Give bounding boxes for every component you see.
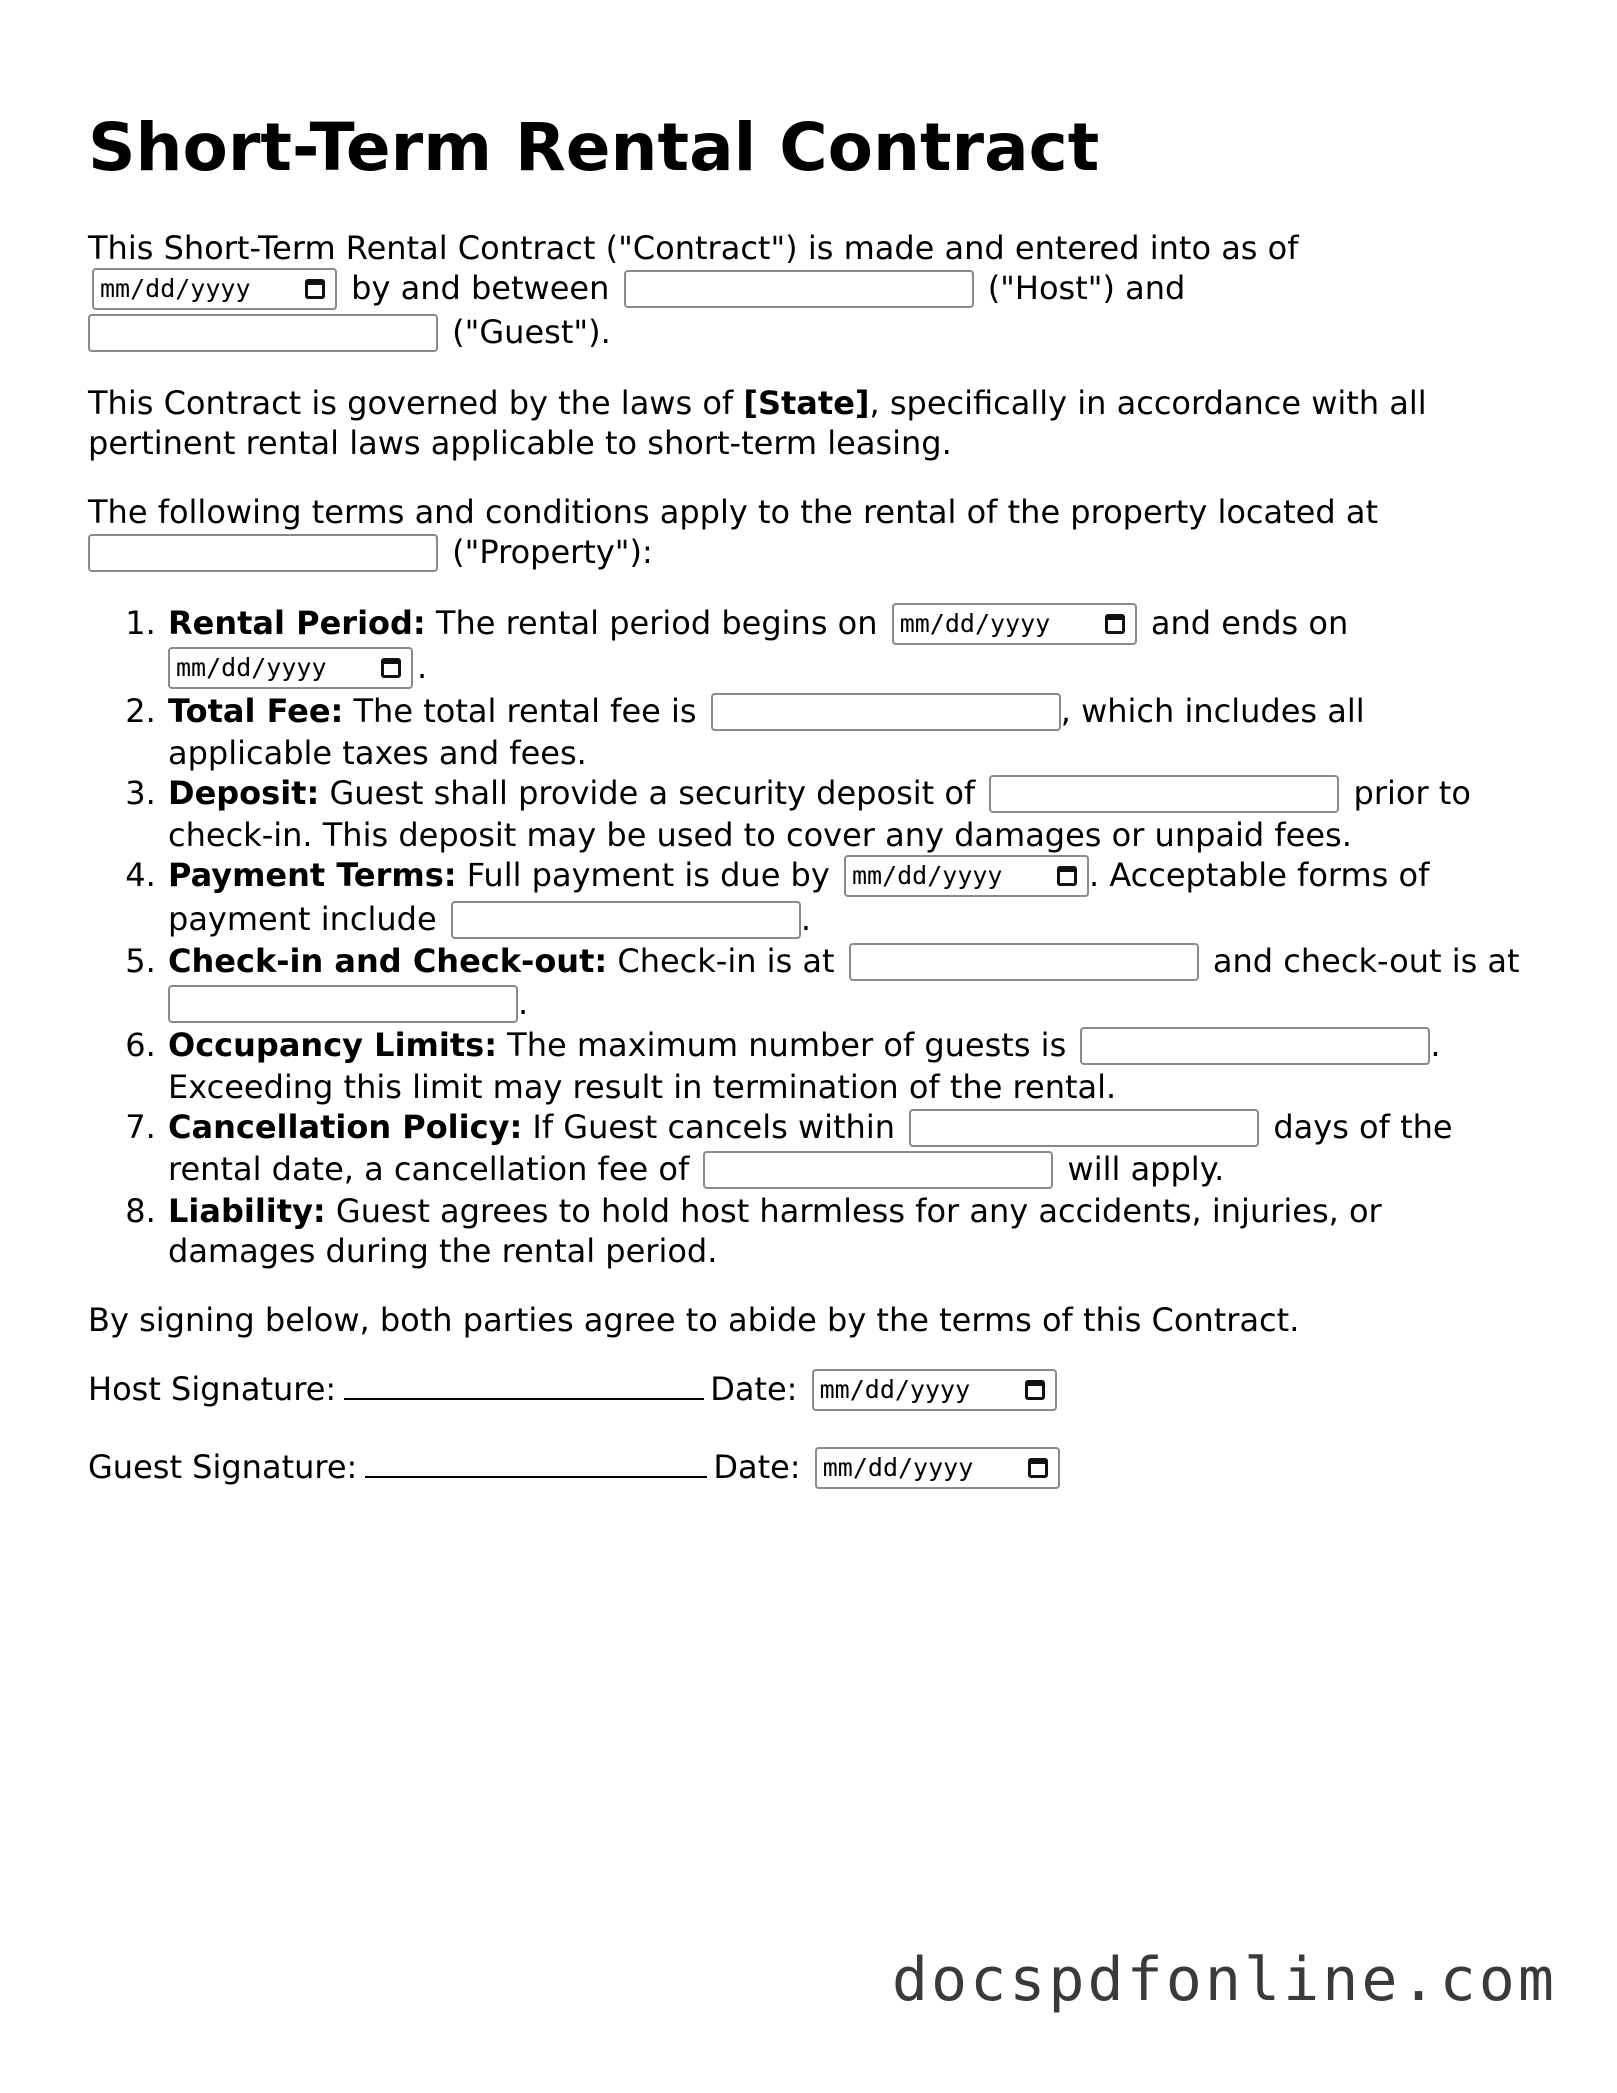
host-signature-row: Host Signature: Date: mm/dd/yyyy — [88, 1369, 1528, 1413]
term-payment: 4. Payment Terms: Full payment is due by mm/dd/yyyy . Acceptable forms of payment include . — [166, 855, 1528, 941]
terms-list — [88, 603, 1528, 1271]
term-cancellation: 7. Cancellation Policy: If Guest cancels within days of the rental date, a cancellation fee of will apply. — [166, 1107, 1528, 1191]
check-out-time-input[interactable] — [168, 985, 518, 1023]
rental-start-date-input[interactable]: mm/dd/yyyy — [892, 603, 1137, 645]
term-occupancy: 6. Occupancy Limits: The maximum number of guests is . Exceeding this limit may result in termination of the rental. — [166, 1025, 1528, 1107]
calendar-icon[interactable] — [1105, 614, 1125, 634]
contract-date-input[interactable]: mm/dd/yyyy — [92, 268, 337, 310]
host-signature-line[interactable] — [344, 1396, 704, 1400]
payment-due-date-input[interactable]: mm/dd/yyyy — [844, 855, 1089, 897]
rental-end-date-input[interactable]: mm/dd/yyyy — [168, 647, 413, 689]
guest-signature-row: Guest Signature: Date: mm/dd/yyyy — [88, 1447, 1528, 1491]
total-fee-input[interactable] — [711, 693, 1061, 731]
term-check-in-out: 5. Check-in and Check-out: Check-in is at and check-out is at . — [166, 941, 1528, 1025]
cancellation-days-input[interactable] — [909, 1109, 1259, 1147]
host-signature-date-input[interactable]: mm/dd/yyyy — [812, 1369, 1057, 1411]
term-rental-period: 1. Rental Period: The rental period begins on mm/dd/yyyy and ends on mm/dd/yyyy . — [166, 603, 1528, 691]
property-address-input[interactable] — [88, 534, 438, 572]
check-in-time-input[interactable] — [849, 943, 1199, 981]
calendar-icon[interactable] — [1057, 866, 1077, 886]
guest-signature-date-input[interactable]: mm/dd/yyyy — [815, 1447, 1060, 1489]
closing-paragraph: By signing below, both parties agree to abide by the terms of this Contract. — [88, 1301, 1300, 1339]
term-total-fee: 2. Total Fee: The total rental fee is , which includes all applicable taxes and fees. — [166, 691, 1528, 773]
cancellation-fee-input[interactable] — [703, 1151, 1053, 1189]
contract-page — [88, 108, 1528, 1525]
page-title: Short-Term Rental Contract — [88, 109, 1100, 186]
governing-law-paragraph: This Contract is governed by the laws of [State], specifically in accordance with all pertinent rental laws applicable to short-term leasing. — [88, 384, 1427, 462]
property-paragraph: The following terms and conditions apply to the rental of the property located at ("Property"): — [88, 493, 1378, 571]
max-guests-input[interactable] — [1080, 1027, 1430, 1065]
calendar-icon[interactable] — [381, 658, 401, 678]
payment-methods-input[interactable] — [451, 901, 801, 939]
term-liability: 8. Liability: Guest agrees to hold host harmless for any accidents, injuries, or damages during the rental period. — [166, 1191, 1528, 1271]
calendar-icon[interactable] — [1028, 1458, 1048, 1478]
calendar-icon[interactable] — [305, 279, 325, 299]
calendar-icon[interactable] — [1025, 1380, 1045, 1400]
guest-name-input[interactable] — [88, 314, 438, 352]
deposit-amount-input[interactable] — [989, 775, 1339, 813]
host-name-input[interactable] — [624, 270, 974, 308]
intro-paragraph: This Short-Term Rental Contract ("Contract") is made and entered into as of mm/dd/yyyy by and between ("Host") and ("Guest"). — [88, 229, 1299, 351]
guest-signature-line[interactable] — [365, 1474, 707, 1478]
watermark: docspdfonline.com — [891, 1945, 1557, 2015]
term-deposit: 3. Deposit: Guest shall provide a security deposit of prior to check-in. This deposit may be used to cover any damages or unpaid fees. — [166, 773, 1528, 855]
